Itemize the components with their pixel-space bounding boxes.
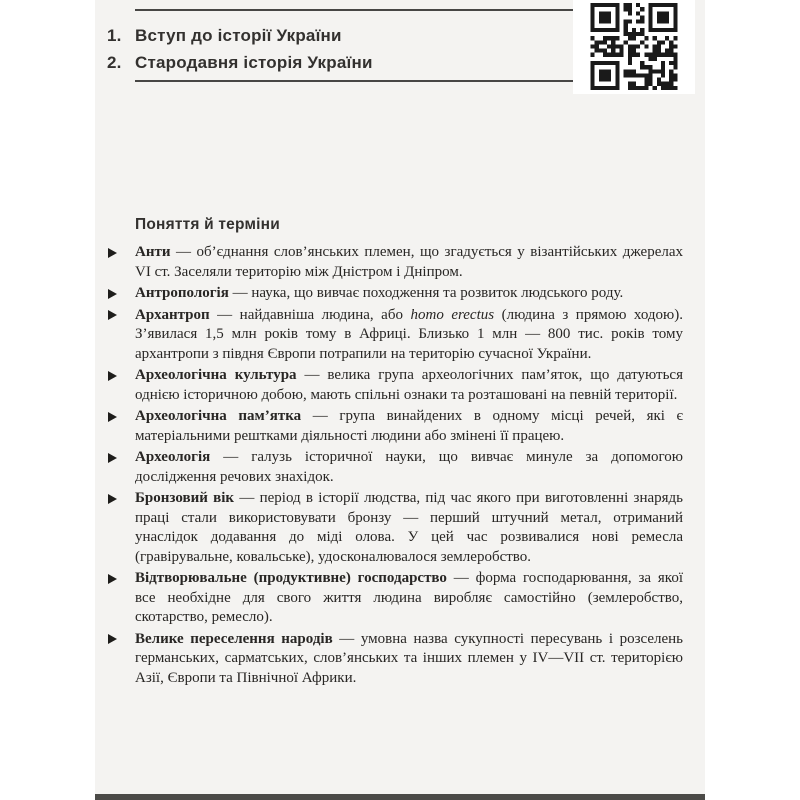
- term-entry: [106, 569, 683, 628]
- qr-code-icon: [589, 3, 679, 90]
- term-definition-text: — наука, що вивчає походження та розвиток людського роду.: [228, 285, 624, 301]
- term-definition-text: — форма господарювання, за якої все необхідне для свого життя людина виробляє самостійно (землеробство, скотарство, ремесло).: [135, 570, 683, 625]
- bullet-triangle-icon: [108, 412, 117, 422]
- term-latin-name-italic: homo erectus: [410, 306, 495, 323]
- qr-code: [573, 0, 695, 94]
- term-name: Велике переселення народів: [135, 630, 333, 647]
- chapter-label: Вступ до історії України: [135, 26, 342, 45]
- bullet-triangle-icon: [108, 310, 117, 320]
- term-entry: [106, 366, 683, 405]
- bullet-triangle-icon: [108, 634, 117, 644]
- term-name: Відтворювальне (продуктивне) господарство: [135, 570, 447, 586]
- term-name: Археологічна культура: [135, 367, 297, 383]
- term-definition-text: (людина з прямою ходою). З’явилася 1,5 млн років тому в Африці. Близько 1 млн — 800 тис. років тому архантропи з півдня Європи потрапили на територію сучасної України.: [135, 306, 684, 362]
- term-name: Археологічна пам’ятка: [135, 408, 302, 424]
- bullet-triangle-icon: [108, 494, 117, 504]
- term-definition-text: — умовна назва сукупності пересувань і розселень германських, сарматських, слов’янських та інших племен у IV—VII ст. територією Азії, Європи та Північної Африки.: [135, 630, 684, 686]
- term-entry: [106, 407, 683, 446]
- term-definition-text: — велика група археологічних пам’яток, що датуються однією історичною добою, мають спільні ознаки та розташовані на певній території.: [135, 367, 683, 403]
- term-entry: [106, 284, 683, 304]
- term-entry: [106, 306, 683, 365]
- chapter-number: 1.: [107, 26, 122, 45]
- term-definition-text: — галузь історичної науки, що вивчає минуле за допомогою дослідження речових знахідок.: [135, 449, 683, 485]
- term-entry: [106, 489, 683, 567]
- term-entry: [106, 448, 683, 487]
- header-rule-bottom: [135, 80, 576, 82]
- bullet-triangle-icon: [108, 289, 117, 299]
- term-name: Анти: [135, 244, 171, 260]
- bullet-triangle-icon: [108, 371, 117, 381]
- page-footer-band: [95, 794, 705, 800]
- chapter-number: 2.: [107, 53, 122, 72]
- header-rule-top: [135, 9, 576, 11]
- term-entry: [106, 243, 683, 282]
- bullet-triangle-icon: [108, 248, 117, 258]
- term-entry: [106, 630, 683, 689]
- chapter-label: Стародавня історія України: [135, 53, 373, 72]
- term-name: Архантроп: [135, 306, 210, 323]
- term-name: Бронзовий вік: [135, 490, 235, 506]
- terms-list: [106, 243, 683, 690]
- chapter-list-item: [107, 22, 373, 49]
- term-name: Антропологія: [135, 285, 229, 301]
- term-definition-text: — період в історії людства, під час якого при виготовленні знарядь праці стали використовувати бронзу — перший штучний метал, отриманий унаслідок додавання до міді олова. У цей час розвивалися нові ремесла (гравірувальне, ковальське), удосконалювалося землеробство.: [135, 490, 683, 565]
- term-definition-text: — об’єднання слов’янських племен, що згадується у візантійських джерелах VI ст. Заселяли територію між Дністром і Дніпром.: [135, 244, 683, 280]
- section-title: Поняття й терміни: [135, 216, 280, 233]
- term-name: Археологія: [135, 449, 211, 465]
- term-definition-text: — найдавніша людина, або: [209, 306, 411, 323]
- book-page-scan: [95, 0, 705, 800]
- chapter-list: [107, 22, 373, 76]
- bullet-triangle-icon: [108, 574, 117, 584]
- bullet-triangle-icon: [108, 453, 117, 463]
- term-definition-text: — група винайдених в одному місці речей, які є матеріальними рештками діяльності людини або змінені її працею.: [135, 408, 683, 444]
- chapter-list-item: [107, 49, 373, 76]
